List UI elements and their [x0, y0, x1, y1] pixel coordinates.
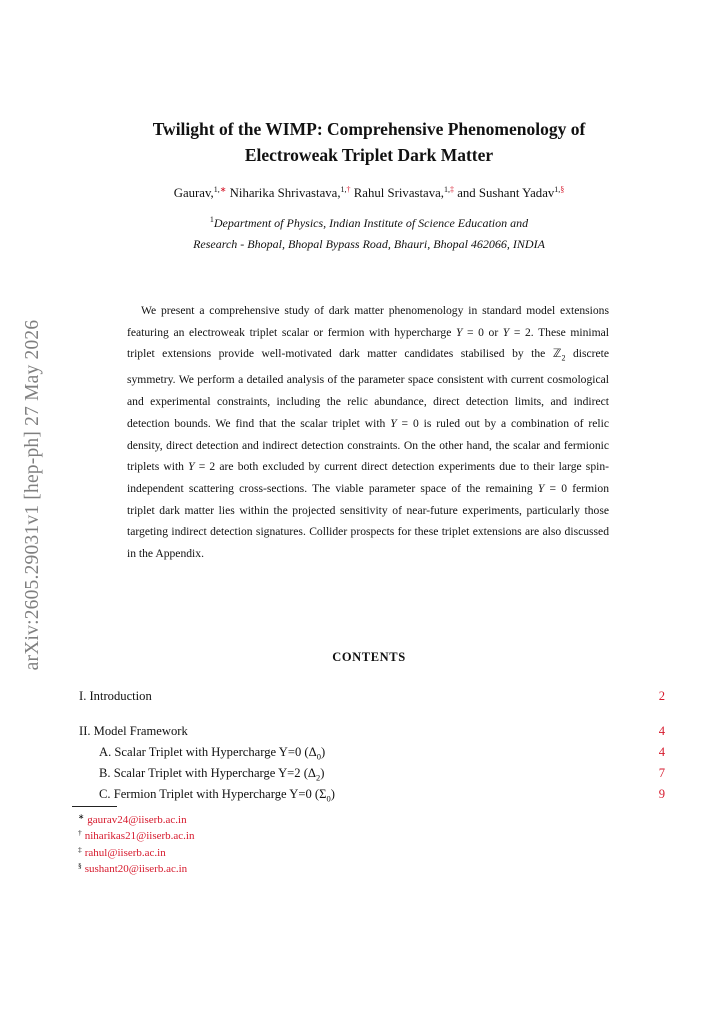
toc-entry-introduction[interactable] — [79, 689, 665, 707]
toc-entry-model-framework[interactable] — [79, 724, 665, 742]
arxiv-identifier-stamp: arXiv:2605.29031v1 [hep-ph] 27 May 2026 — [22, 319, 43, 671]
email-link[interactable]: gaurav24@iiserb.ac.in — [87, 814, 187, 826]
math-symbol: Y — [390, 416, 397, 430]
abstract-text: = 0 fermion triplet dark matter lies within the projected sensitivity of near-future experiments, particularly those targeting indirect detection signatures. Collider prospects for these triplet extensions are also discussed in the Appendix. — [127, 481, 609, 561]
toc-entry-close: ) — [330, 787, 335, 801]
author-name: Sushant Yadav — [478, 186, 555, 200]
abstract-text: = 2 are both excluded by current direct detection experiments due to their large spin-independent scattering cross-sections. The viable parameter space of the remaining — [127, 460, 609, 495]
footnote — [78, 861, 187, 875]
author-footnote-mark[interactable]: ∗ — [219, 185, 227, 194]
title-line-1: Twilight of the WIMP: Comprehensive Phenomenology of — [152, 119, 586, 139]
abstract-text: = 0 is ruled out by a combination of relic density, direct detection and indirect detection constraints. On the other hand, the scalar and fermionic triplets with — [127, 416, 610, 474]
abstract-text: = 0 or — [462, 325, 503, 339]
email-link[interactable]: sushant20@iiserb.ac.in — [84, 863, 188, 875]
toc-entry-label: II. Model Framework — [79, 724, 188, 738]
toc-entry-label: C. Fermion Triplet with Hypercharge Y=0 (Σ — [99, 787, 327, 801]
math-symbol: Y — [502, 325, 510, 339]
toc-entry-label: I. Introduction — [79, 689, 152, 703]
footnote — [78, 828, 194, 842]
contents-heading: CONTENTS — [332, 650, 406, 664]
footnote-mark: ‡ — [78, 845, 82, 854]
footnote-divider — [72, 806, 117, 807]
toc-entry-close: ) — [320, 745, 326, 759]
paper-title — [60, 116, 678, 168]
author-footnote-mark[interactable]: ‡ — [450, 185, 455, 194]
footnote — [78, 845, 166, 859]
math-symbol: Y — [455, 325, 463, 339]
toc-page-link[interactable]: 2 — [658, 689, 665, 703]
author-list — [60, 182, 678, 201]
toc-entry-scalar-triplet-y2[interactable] — [79, 766, 665, 784]
author-affiliation-mark: 1, — [340, 185, 347, 194]
footnote — [78, 812, 187, 826]
affiliation-line-2: Research - Bhopal, Bhopal Bypass Road, Bhauri, Bhopal 462066, INDIA — [193, 237, 545, 251]
toc-entry-subscript: 0 — [316, 751, 321, 762]
math-symbol: Y — [537, 481, 545, 495]
toc-page-link[interactable]: 9 — [658, 787, 665, 801]
title-line-2: Electroweak Triplet Dark Matter — [244, 145, 494, 165]
email-link[interactable]: rahul@iiserb.ac.in — [84, 847, 166, 859]
abstract-text: We present a comprehensive study of dark matter phenomenology in standard model extensions featuring an electroweak triplet scalar or fermion with hypercharge — [127, 304, 609, 339]
math-subscript: 2 — [561, 353, 566, 363]
affiliation-number: 1 — [209, 215, 214, 224]
toc-page-link[interactable]: 7 — [658, 766, 665, 780]
author-footnote-mark[interactable]: § — [560, 185, 565, 194]
math-symbol: ℤ — [552, 347, 562, 361]
toc-entry-scalar-triplet-y0[interactable] — [79, 745, 665, 763]
toc-entry-subscript: 0 — [326, 793, 331, 804]
footnote-mark: § — [78, 861, 82, 870]
toc-entry-fermion-triplet-y0[interactable] — [79, 787, 665, 805]
footnote-mark: † — [78, 828, 82, 837]
author-name: Gaurav, — [173, 186, 214, 200]
toc-entry-close: ) — [320, 766, 325, 780]
email-link[interactable]: niharikas21@iiserb.ac.in — [84, 830, 195, 842]
affiliation-line-1: Department of Physics, Indian Institute of Science Education and — [213, 216, 529, 230]
abstract — [127, 300, 609, 565]
toc-page-link[interactable]: 4 — [658, 745, 665, 759]
affiliation — [60, 209, 678, 255]
abstract-text: = 2. These minimal triplet extensions provide well-motivated dark matter candidates stabilised by the — [127, 325, 609, 361]
math-symbol: Y — [188, 460, 195, 474]
author-affiliation-mark: 1, — [554, 185, 561, 194]
toc-entry-label: B. Scalar Triplet with Hypercharge Y=2 (Δ — [99, 766, 317, 780]
author-footnote-mark[interactable]: † — [346, 185, 351, 194]
author-affiliation-mark: 1, — [213, 185, 220, 194]
author-affiliation-mark: 1, — [444, 185, 451, 194]
footnote-mark: ∗ — [78, 812, 85, 821]
toc-entry-subscript: 2 — [316, 772, 321, 783]
author-name: Rahul Srivastava, — [353, 186, 445, 200]
toc-page-link[interactable]: 4 — [658, 724, 665, 738]
author-separator: and — [454, 186, 479, 200]
toc-entry-label: A. Scalar Triplet with Hypercharge Y=0 (Δ — [99, 745, 317, 759]
author-name: Niharika Shrivastava, — [229, 186, 341, 200]
abstract-text: discrete symmetry. We perform a detailed analysis of the parameter space consistent with current cosmological and experimental constraints, including the relic abundance, direct detection limits, and indirect detection bounds. We find that the scalar triplet with — [127, 347, 609, 430]
